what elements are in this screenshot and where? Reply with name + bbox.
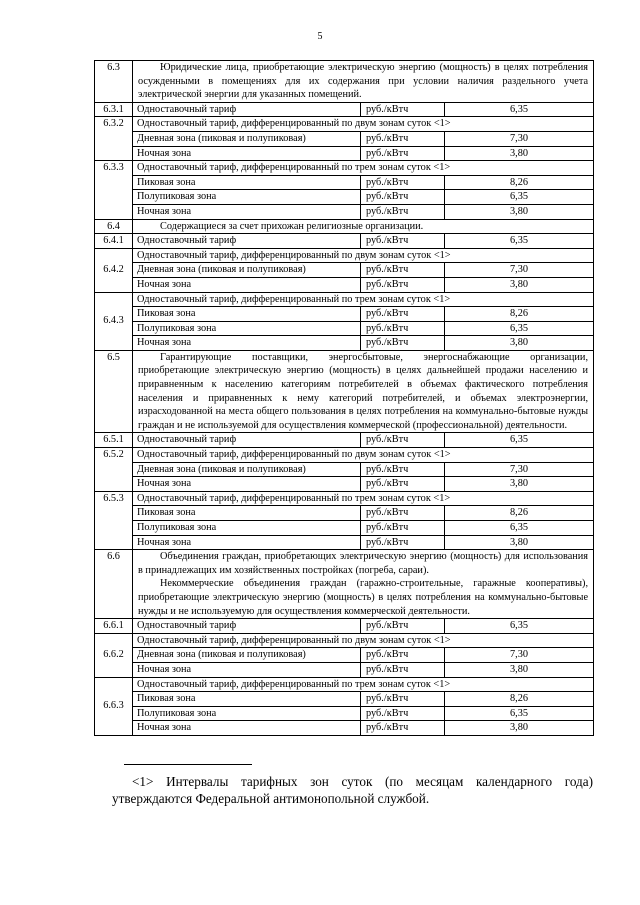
tariff-group-header: Одноставочный тариф, дифференцированный по двум зонам суток <1>: [133, 248, 594, 263]
section-description: [133, 550, 594, 619]
tariff-value: 8,26: [445, 175, 594, 190]
tariff-value: 6,35: [445, 102, 594, 117]
tariff-zone-name: Дневная зона (пиковая и полупиковая): [133, 131, 361, 146]
tariff-value: 7,30: [445, 263, 594, 278]
tariff-zone-name: Пиковая зона: [133, 175, 361, 190]
item-number: 6.3.2: [95, 117, 133, 161]
tariff-zone-name: Полупиковая зона: [133, 190, 361, 205]
table-row: [95, 292, 594, 307]
tariff-zone-name: Ночная зона: [133, 277, 361, 292]
tariff-unit: руб./кВтч: [361, 706, 445, 721]
tariff-value: 3,80: [445, 535, 594, 550]
tariff-zone-name: Пиковая зона: [133, 692, 361, 707]
tariff-unit: руб./кВтч: [361, 721, 445, 736]
table-row: [95, 692, 594, 707]
tariff-zone-name: Полупиковая зона: [133, 321, 361, 336]
table-row: [95, 535, 594, 550]
tariff-group-header: Одноставочный тариф, дифференцированный по двум зонам суток <1>: [133, 633, 594, 648]
tariff-zone-name: Ночная зона: [133, 146, 361, 161]
table-row: [95, 161, 594, 176]
tariff-value: 6,35: [445, 619, 594, 634]
table-row: [95, 491, 594, 506]
tariff-value: 8,26: [445, 506, 594, 521]
tariff-zone-name: Дневная зона (пиковая и полупиковая): [133, 263, 361, 278]
tariff-unit: руб./кВтч: [361, 321, 445, 336]
tariff-value: 6,35: [445, 190, 594, 205]
item-number: 6.3: [95, 61, 133, 103]
item-number: 6.5: [95, 350, 133, 433]
tariff-zone-name: Полупиковая зона: [133, 706, 361, 721]
tariff-value: 8,26: [445, 692, 594, 707]
section-paragraph: Гарантирующие поставщики, энергосбытовые, энергоснабжающие организации, приобретающие электрическую энергию (мощность) в целях дальнейшей продажи населению и приравненным к населению категориям потребителей в объемах фактического потребления населения и приравненных к нему категорий потребителей, и объемах электроэнергии, израсходованной на места общего пользования в целях потребления на коммунально-бытовые нужды граждан и не используемой для осуществления коммерческой (профессиональной) деятельности.: [138, 351, 589, 431]
tariff-unit: руб./кВтч: [361, 102, 445, 117]
tariff-zone-name: Ночная зона: [133, 721, 361, 736]
tariff-zone-name: Пиковая зона: [133, 307, 361, 322]
tariff-group-header: Одноставочный тариф, дифференцированный по двум зонам суток <1>: [133, 448, 594, 463]
tariff-group-header: Одноставочный тариф, дифференцированный по трем зонам суток <1>: [133, 677, 594, 692]
tariff-value: 3,80: [445, 477, 594, 492]
tariff-value: 3,80: [445, 662, 594, 677]
table-row: [95, 677, 594, 692]
tariff-name: Одноставочный тариф: [133, 234, 361, 249]
tariff-value: 6,35: [445, 521, 594, 536]
table-row: [95, 462, 594, 477]
section-description: [133, 350, 594, 433]
tariff-value: 7,30: [445, 648, 594, 663]
item-number: 6.5.1: [95, 433, 133, 448]
tariff-group-header: Одноставочный тариф, дифференцированный по трем зонам суток <1>: [133, 161, 594, 176]
tariff-zone-name: Дневная зона (пиковая и полупиковая): [133, 648, 361, 663]
page-number: 5: [317, 31, 323, 42]
table-row: [95, 321, 594, 336]
table-row: [95, 146, 594, 161]
tariff-unit: руб./кВтч: [361, 477, 445, 492]
tariff-unit: руб./кВтч: [361, 146, 445, 161]
tariff-unit: руб./кВтч: [361, 234, 445, 249]
item-number: 6.4.3: [95, 292, 133, 350]
item-number: 6.4.2: [95, 248, 133, 292]
tariff-unit: руб./кВтч: [361, 433, 445, 448]
item-number: 6.4: [95, 219, 133, 234]
table-row: [95, 277, 594, 292]
tariff-unit: руб./кВтч: [361, 648, 445, 663]
footnote-separator: [124, 764, 252, 765]
tariff-value: 6,35: [445, 234, 594, 249]
table-row: [95, 263, 594, 278]
tariff-zone-name: Дневная зона (пиковая и полупиковая): [133, 462, 361, 477]
table-row: [95, 102, 594, 117]
tariff-zone-name: Ночная зона: [133, 535, 361, 550]
tariff-unit: руб./кВтч: [361, 535, 445, 550]
tariff-group-header: Одноставочный тариф, дифференцированный по трем зонам суток <1>: [133, 491, 594, 506]
tariff-value: 3,80: [445, 277, 594, 292]
item-number: 6.6.3: [95, 677, 133, 735]
tariff-value: 7,30: [445, 131, 594, 146]
tariff-unit: руб./кВтч: [361, 263, 445, 278]
tariff-value: 3,80: [445, 204, 594, 219]
table-row: [95, 61, 594, 103]
item-number: 6.5.3: [95, 491, 133, 549]
table-row: [95, 648, 594, 663]
table-row: [95, 721, 594, 736]
tariff-unit: руб./кВтч: [361, 506, 445, 521]
tariff-name: Одноставочный тариф: [133, 102, 361, 117]
section-description: [133, 61, 594, 103]
table-row: [95, 619, 594, 634]
tariff-group-header: Одноставочный тариф, дифференцированный по трем зонам суток <1>: [133, 292, 594, 307]
tariff-value: 6,35: [445, 433, 594, 448]
tariff-zone-name: Ночная зона: [133, 204, 361, 219]
tariff-unit: руб./кВтч: [361, 190, 445, 205]
tariff-value: 8,26: [445, 307, 594, 322]
table-row: [95, 219, 594, 234]
tariff-unit: руб./кВтч: [361, 175, 445, 190]
tariff-name: Одноставочный тариф: [133, 619, 361, 634]
table-row: [95, 248, 594, 263]
tariff-unit: руб./кВтч: [361, 662, 445, 677]
tariff-unit: руб./кВтч: [361, 619, 445, 634]
tariff-zone-name: Ночная зона: [133, 336, 361, 351]
section-description: [133, 219, 594, 234]
table-row: [95, 521, 594, 536]
tariff-unit: руб./кВтч: [361, 692, 445, 707]
tariff-group-header: Одноставочный тариф, дифференцированный по двум зонам суток <1>: [133, 117, 594, 132]
item-number: 6.6.2: [95, 633, 133, 677]
tariff-unit: руб./кВтч: [361, 277, 445, 292]
tariff-value: 7,30: [445, 462, 594, 477]
table-row: [95, 131, 594, 146]
table-row: [95, 550, 594, 619]
table-row: [95, 662, 594, 677]
footnote: <1> Интервалы тарифных зон суток (по месяцам календарного года) утверждаются Федеральной антимонопольной службой.: [112, 774, 593, 806]
table-row: [95, 477, 594, 492]
item-number: 6.3.1: [95, 102, 133, 117]
table-row: [95, 204, 594, 219]
tariff-unit: руб./кВтч: [361, 204, 445, 219]
table-row: [95, 350, 594, 433]
section-paragraph: Объединения граждан, приобретающих электрическую энергию (мощность) для использования в принадлежащих им хозяйственных постройках (погреба, сараи).: [138, 551, 589, 576]
item-number: 6.5.2: [95, 448, 133, 492]
item-number: 6.6.1: [95, 619, 133, 634]
section-paragraph: Некоммерческие объединения граждан (гаражно-строительные, гаражные кооперативы), приобретающие электрическую энергию (мощность) в целях потребления на коммунально-бытовые нужды и не используемую для осуществления коммерческой деятельности.: [138, 578, 589, 617]
tariff-zone-name: Пиковая зона: [133, 506, 361, 521]
tariff-unit: руб./кВтч: [361, 521, 445, 536]
item-number: 6.3.3: [95, 161, 133, 219]
section-paragraph: Юридические лица, приобретающие электрическую энергию (мощность) в целях потребления осужденными в помещениях для их содержания при условии наличия раздельного учета электрической энергии для указанных помещений.: [138, 62, 589, 101]
table-row: [95, 175, 594, 190]
tariff-table: [94, 60, 594, 736]
item-number: 6.4.1: [95, 234, 133, 249]
table-row: [95, 706, 594, 721]
tariff-value: 6,35: [445, 321, 594, 336]
table-row: [95, 506, 594, 521]
tariff-unit: руб./кВтч: [361, 462, 445, 477]
table-row: [95, 234, 594, 249]
tariff-zone-name: Полупиковая зона: [133, 521, 361, 536]
tariff-value: 3,80: [445, 146, 594, 161]
tariff-value: 3,80: [445, 336, 594, 351]
table-row: [95, 336, 594, 351]
tariff-value: 6,35: [445, 706, 594, 721]
tariff-zone-name: Ночная зона: [133, 477, 361, 492]
table-row: [95, 117, 594, 132]
tariff-zone-name: Ночная зона: [133, 662, 361, 677]
table-row: [95, 190, 594, 205]
tariff-name: Одноставочный тариф: [133, 433, 361, 448]
section-paragraph: Содержащиеся за счет прихожан религиозные организации.: [160, 220, 424, 232]
table-row: [95, 307, 594, 322]
table-row: [95, 433, 594, 448]
tariff-unit: руб./кВтч: [361, 336, 445, 351]
item-number: 6.6: [95, 550, 133, 619]
table-row: [95, 633, 594, 648]
tariff-unit: руб./кВтч: [361, 307, 445, 322]
tariff-value: 3,80: [445, 721, 594, 736]
table-row: [95, 448, 594, 463]
tariff-unit: руб./кВтч: [361, 131, 445, 146]
